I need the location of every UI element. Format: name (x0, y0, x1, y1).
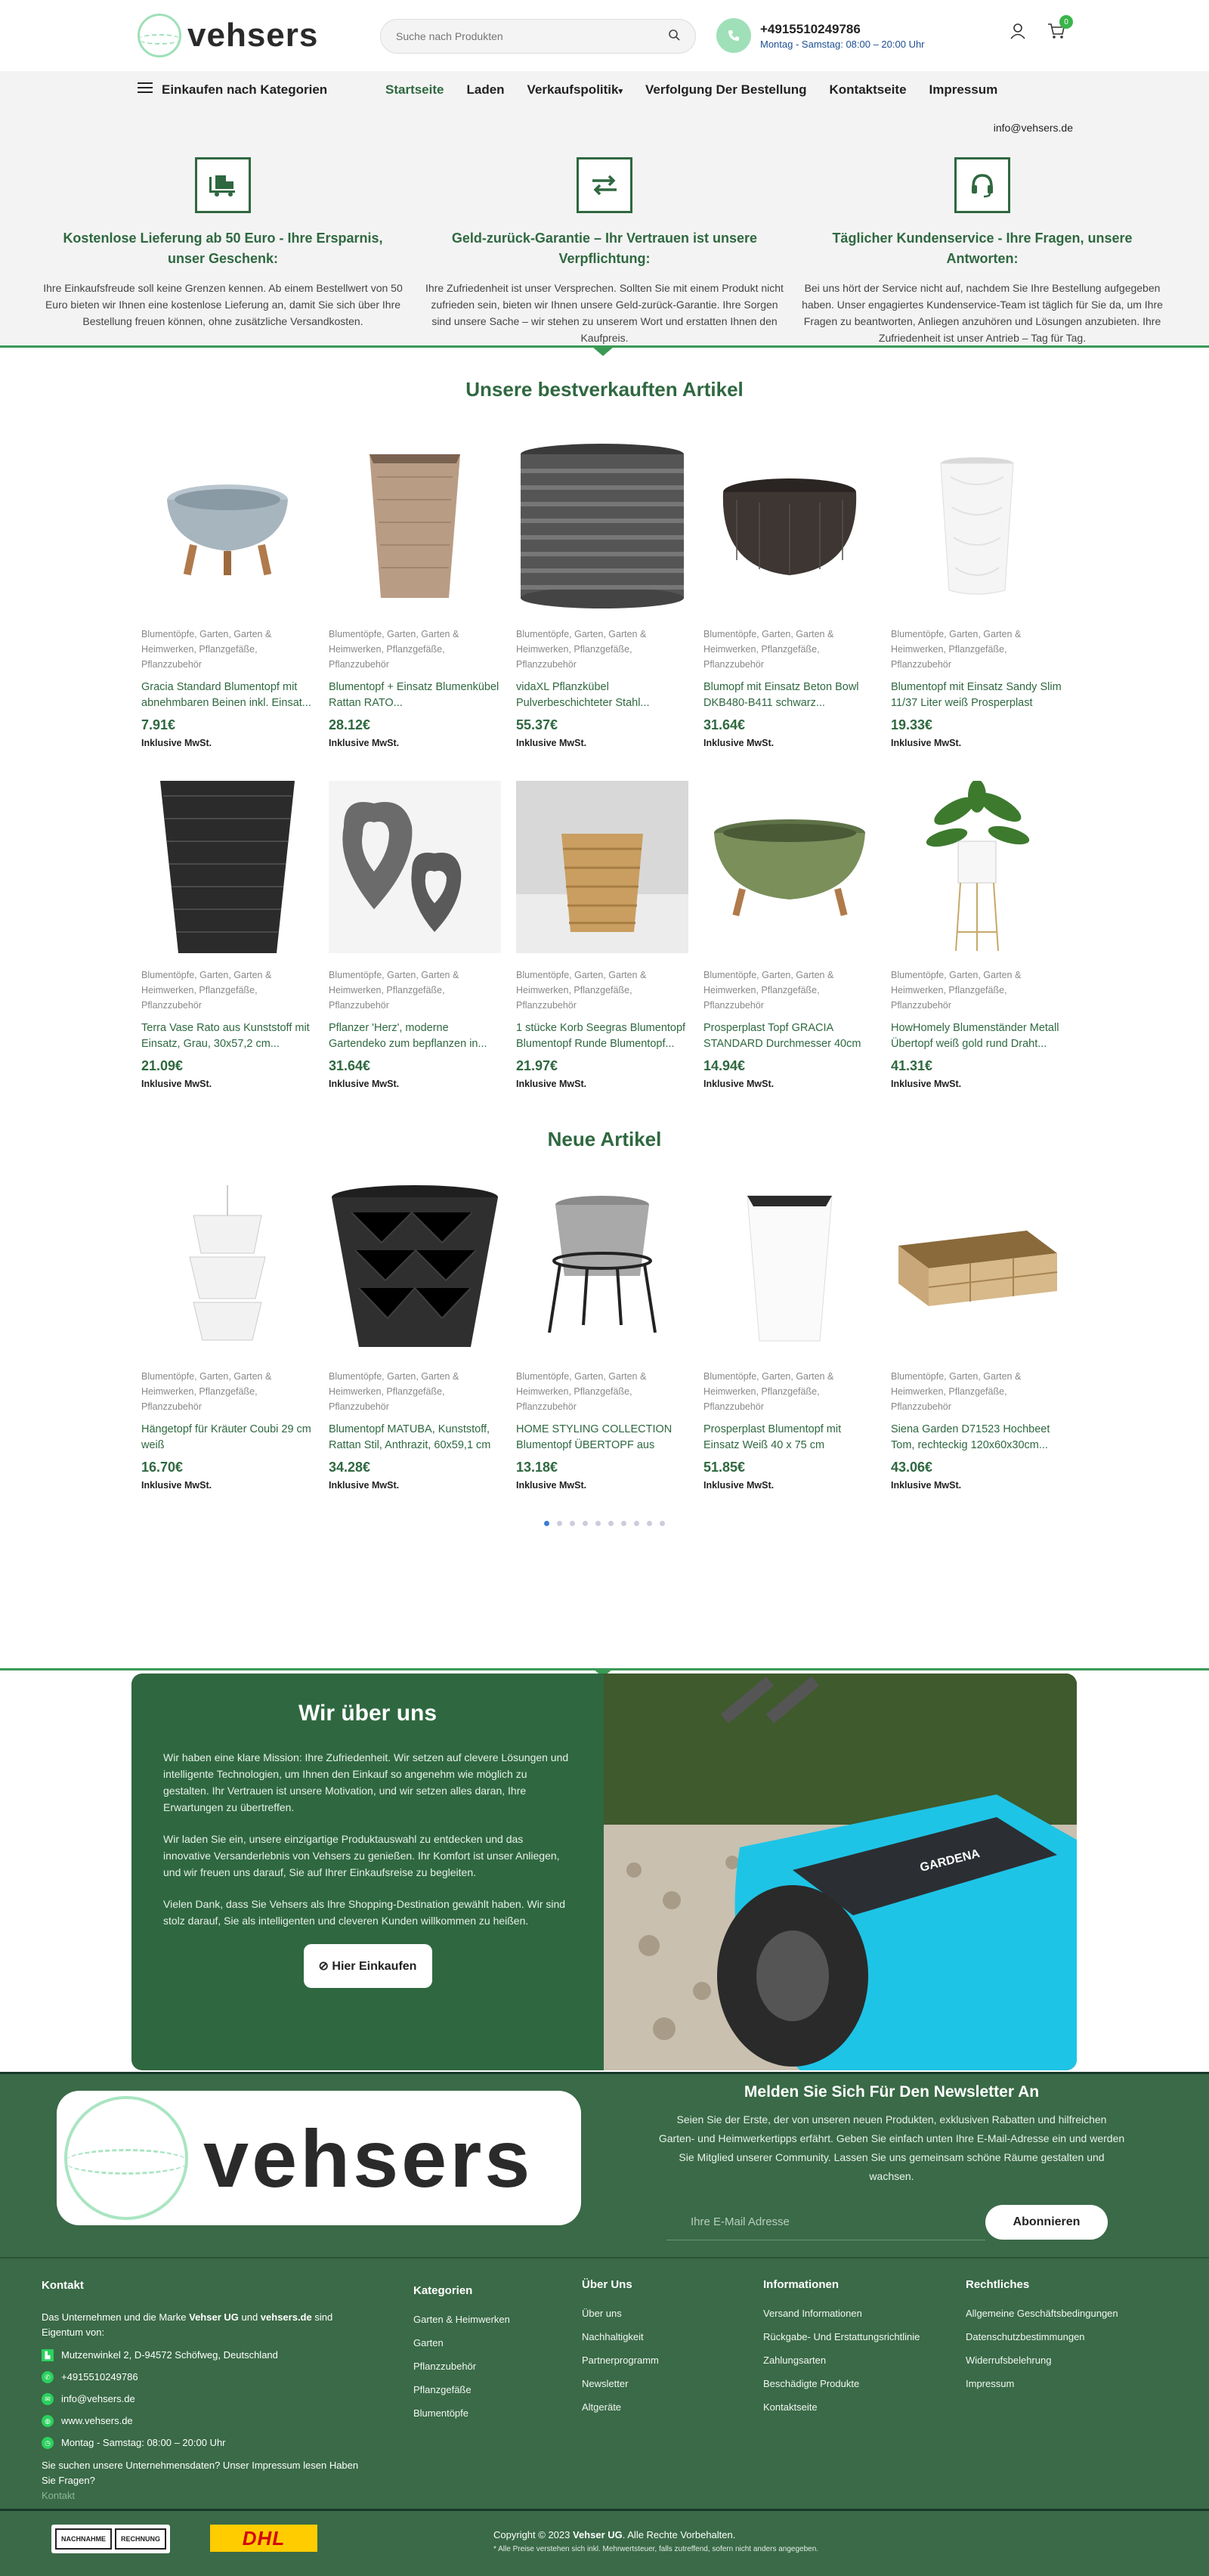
carousel-dot[interactable] (583, 1521, 588, 1526)
feature-text: Ihre Zufriedenheit ist unser Versprechen. Sollten Sie mit einem Produkt nicht zufrieden sein, bieten wir Ihnen unsere Geld-zurück-Garantie. Ihre Sorgen sind unsere Sache – wir stehen zu unserem Wort und erstatten Ihnen den Kaufpreis. (425, 282, 784, 344)
product-image[interactable] (516, 1181, 688, 1355)
features-section (0, 109, 1209, 348)
product-categories: Blumentöpfe, Garten, Garten & Heimwerken, Pflanzgefäße, Pflanzzubehör (891, 1371, 1022, 1412)
section-divider-notch (592, 347, 614, 356)
footer-link[interactable]: Rückgabe- Und Erstattungsrichtlinie (763, 2331, 920, 2342)
product-card[interactable] (703, 439, 876, 748)
contact-intro-text: Das Unternehmen und die Marke (42, 2311, 190, 2323)
footer-heading: Über Uns (582, 2278, 632, 2291)
product-price: 28.12€ (329, 717, 371, 732)
newsletter-logo (57, 2091, 581, 2225)
footer-link[interactable]: Impressum (966, 2378, 1015, 2389)
price-note: * Alle Preise verstehen sich inkl. Mehrwertsteuer, falls zutreffend, sofern nicht anders angegeben. (493, 2545, 819, 2553)
carousel-dot[interactable] (595, 1521, 601, 1526)
company-name: Vehser UG (189, 2311, 239, 2323)
product-name[interactable]: Blumopf mit Einsatz Beton Bowl DKB480-B411 schwarz... (703, 681, 859, 709)
address-text: Mutzenwinkel 2, D-94572 Schöfweg, Deutschland (61, 2349, 278, 2361)
product-tax-note: Inklusive MwSt. (329, 738, 400, 748)
feature-text: Bei uns hört der Service nicht auf, nachdem Sie Ihre Bestellung aufgegeben haben. Unser engagiertes Kundenservice-Team ist täglich für Sie da, um Ihre Fragen zu beantworten, Anliegen anzuhören und Lösungen anzubieten. Ihre Zufriedenheit ist unser Antrieb – Tag für Tag. (802, 282, 1163, 344)
carousel-dot[interactable] (647, 1521, 652, 1526)
product-categories: Blumentöpfe, Garten, Garten & Heimwerken, Pflanzgefäße, Pflanzzubehör (329, 1371, 459, 1412)
product-price: 13.18€ (516, 1460, 558, 1475)
contact-hours (42, 2435, 359, 2451)
contact-phone[interactable] (42, 2370, 359, 2385)
contact-email[interactable] (42, 2392, 359, 2407)
nav-item-kontaktseite[interactable]: Kontaktseite (829, 82, 907, 97)
contact-address (42, 2348, 359, 2363)
feature-text: Ihre Einkaufsfreude soll keine Grenzen kennen. Ab einem Bestellwert von 50 Euro bieten wir Ihnen eine kostenlose Lieferung an, damit Sie sich über Ihre Bestellung freuen können, ohne zusätzliche Versandkosten. (43, 282, 403, 327)
product-image[interactable] (703, 780, 876, 954)
cart-count-badge: 0 (1059, 15, 1073, 29)
product-name[interactable]: Blumentopf MATUBA, Kunststoff, Rattan Stil, Anthrazit, 60x59,1 cm (329, 1423, 491, 1451)
footer-about (582, 2278, 659, 2425)
product-price: 21.97€ (516, 1058, 558, 1073)
categories-menu-label: Einkaufen nach Kategorien (162, 82, 328, 97)
product-price: 7.91€ (141, 717, 176, 732)
payment-invoice-badge: RECHNUNG (115, 2528, 166, 2550)
contact-note-text: Sie suchen unsere Unternehmensdaten? Unser Impressum lesen Haben Sie Fragen? (42, 2460, 359, 2486)
product-categories: Blumentöpfe, Garten, Garten & Heimwerken, Pflanzgefäße, Pflanzzubehör (329, 629, 459, 670)
product-tax-note: Inklusive MwSt. (891, 738, 962, 748)
payment-cod-badge: NACHNAHME (55, 2528, 112, 2550)
hamburger-icon (138, 82, 153, 98)
footer-link[interactable]: Blumentöpfe (413, 2407, 468, 2419)
product-card[interactable] (329, 780, 501, 1089)
product-categories: Blumentöpfe, Garten, Garten & Heimwerken, Pflanzgefäße, Pflanzzubehör (516, 629, 647, 670)
logo-text: vehsers (187, 17, 319, 54)
contact-intro-text: und (238, 2311, 261, 2323)
product-categories: Blumentöpfe, Garten, Garten & Heimwerken, Pflanzgefäße, Pflanzzubehör (891, 970, 1022, 1011)
product-categories: Blumentöpfe, Garten, Garten & Heimwerken, Pflanzgefäße, Pflanzzubehör (141, 629, 272, 670)
headset-icon (954, 157, 1010, 213)
product-image[interactable] (891, 780, 1063, 954)
footer-link[interactable]: Über uns (582, 2308, 622, 2319)
product-name[interactable]: HowHomely Blumenständer Metall Übertopf weiß gold rund Draht... (891, 1022, 1059, 1050)
clock-icon: ◷ (42, 2437, 54, 2449)
product-categories: Blumentöpfe, Garten, Garten & Heimwerken, Pflanzgefäße, Pflanzzubehör (141, 1371, 272, 1412)
exchange-icon (577, 157, 632, 213)
section-title: Unsere bestverkauften Artikel (465, 378, 744, 401)
product-card[interactable] (329, 439, 501, 748)
product-categories: Blumentöpfe, Garten, Garten & Heimwerken, Pflanzgefäße, Pflanzzubehör (703, 629, 834, 670)
footer-link[interactable]: Kontaktseite (763, 2401, 818, 2413)
feature-title: Kostenlose Lieferung ab 50 Euro - Ihre Ersparnis, unser Geschenk: (63, 231, 383, 266)
product-price: 55.37€ (516, 717, 558, 732)
copyright (493, 2529, 818, 2553)
newsletter-content (657, 2083, 1126, 2186)
footer-link[interactable]: Altgeräte (582, 2401, 622, 2413)
newsletter-text: Seien Sie der Erste, der von unseren neuen Produkten, exklusiven Rabatten und hilfreichen Garten- und Heimwerkertipps erfährt. Geben Sie einfach unten Ihre E-Mail-Adresse ein und werden Sie Mitglied unserer Community. Lassen Sie uns gemeinsam schöne Räume gestalten und wachsen. (658, 2113, 1125, 2182)
new-items-section (0, 1128, 1209, 1668)
nav-item-laden[interactable]: Laden (466, 82, 505, 97)
nav-item-label: Verkaufspolitik (527, 82, 619, 97)
product-price: 31.64€ (329, 1058, 371, 1073)
copyright-text: . Alle Rechte Vorbehalten. (622, 2529, 736, 2540)
nav-item-startseite[interactable]: Startseite (385, 82, 444, 97)
header-phone[interactable]: +4915510249786 (760, 21, 861, 36)
product-tax-note: Inklusive MwSt. (703, 738, 775, 748)
product-image[interactable] (329, 1181, 501, 1355)
newsletter-title: Melden Sie Sich Für Den Newsletter An (744, 2083, 1040, 2101)
footer-link[interactable]: Newsletter (582, 2378, 629, 2389)
footer-link[interactable]: Pflanzgefäße (413, 2384, 472, 2395)
copyright-company: Vehser UG (572, 2529, 623, 2540)
footer-link[interactable]: Widerrufsbelehrung (966, 2355, 1052, 2366)
carousel-dot[interactable] (557, 1521, 562, 1526)
hours-text: Montag - Samstag: 08:00 – 20:00 Uhr (61, 2437, 226, 2448)
product-categories: Blumentöpfe, Garten, Garten & Heimwerken, Pflanzgefäße, Pflanzzubehör (516, 970, 647, 1011)
logo[interactable] (138, 14, 318, 57)
product-image[interactable] (141, 439, 314, 613)
website-text: www.vehsers.de (61, 2415, 133, 2426)
footer-contact (42, 2278, 359, 2516)
product-card[interactable] (703, 1181, 876, 1491)
footer-link[interactable]: Versand Informationen (763, 2308, 862, 2319)
footer-categories (413, 2284, 510, 2431)
feature-title: Geld-zurück-Garantie – Ihr Vertrauen ist unsere Verpflichtung: (451, 231, 758, 266)
product-name[interactable]: Blumentopf + Einsatz Blumenkübel Rattan RATO... (329, 681, 499, 709)
product-price: 16.70€ (141, 1460, 184, 1475)
subscribe-button[interactable]: Abonnieren (985, 2205, 1108, 2240)
product-price: 51.85€ (703, 1460, 746, 1475)
contact-link[interactable]: Kontakt (42, 2490, 76, 2501)
shop-now-button[interactable] (304, 1944, 432, 1988)
product-tax-note: Inklusive MwSt. (891, 1480, 962, 1491)
about-paragraph: Wir laden Sie ein, unsere einzigartige Produktauswahl zu entdecken und das innovative Versanderlebnis von Vehsers zu genießen. Ihr Komfort ist unser Anliegen, und wir freuen uns darauf, Sie auf Ihrer Einkaufsreise zu begleiten. (163, 1833, 560, 1878)
product-card[interactable] (516, 780, 688, 1089)
nav-item-verfolgung[interactable]: Verfolgung Der Bestellung (645, 82, 807, 97)
product-name[interactable]: HOME STYLING COLLECTION Blumentopf ÜBERTOPF aus (516, 1423, 673, 1451)
mail-icon: ✉ (42, 2393, 54, 2405)
product-tax-note: Inklusive MwSt. (141, 1079, 212, 1089)
payment-methods (51, 2525, 170, 2553)
product-image[interactable] (891, 1181, 1063, 1355)
product-card[interactable] (703, 780, 876, 1089)
footer-link[interactable]: Beschädigte Produkte (763, 2378, 860, 2389)
product-price: 21.09€ (141, 1058, 184, 1073)
product-tax-note: Inklusive MwSt. (703, 1480, 775, 1491)
globe-icon: ◍ (42, 2415, 54, 2427)
contact-intro (42, 2310, 359, 2340)
feature-title: Täglicher Kundenservice - Ihre Fragen, unsere Antworten: (832, 231, 1133, 266)
footer-link[interactable]: Allgemeine Geschäftsbedingungen (966, 2308, 1118, 2319)
product-price: 31.64€ (703, 717, 746, 732)
search-icon[interactable] (668, 29, 680, 45)
lawnmower-image (604, 1673, 1077, 2070)
new-items-grid (141, 1181, 1209, 1491)
footer-link[interactable]: Datenschutzbestimmungen (966, 2331, 1085, 2342)
feature-free-delivery (30, 157, 416, 330)
product-name[interactable]: Pflanzer 'Herz', moderne Gartendeko zum bepflanzen in... (329, 1022, 487, 1050)
product-card[interactable] (141, 1181, 314, 1491)
footer-link[interactable]: Partnerprogramm (582, 2355, 659, 2366)
product-name[interactable]: Hängetopf für Kräuter Coubi 29 cm weiß (141, 1423, 311, 1451)
product-image[interactable] (703, 439, 876, 613)
product-price: 43.06€ (891, 1460, 933, 1475)
footer-link[interactable]: Nachhaltigkeit (582, 2331, 644, 2342)
about-title: Wir über uns (298, 1701, 438, 1726)
footer-heading: Informationen (763, 2278, 839, 2291)
product-price: 14.94€ (703, 1058, 746, 1073)
product-categories: Blumentöpfe, Garten, Garten & Heimwerken, Pflanzgefäße, Pflanzzubehör (141, 970, 272, 1011)
contact-intro-text: sind Eigentum von: (42, 2311, 333, 2338)
product-name[interactable]: Prosperplast Blumentopf mit Einsatz Weiß 40 x 75 cm (703, 1423, 842, 1451)
nav-item-impressum[interactable]: Impressum (929, 82, 998, 97)
footer-link[interactable]: Zahlungsarten (763, 2355, 827, 2366)
product-price: 41.31€ (891, 1058, 933, 1073)
dhl-logo: DHL (210, 2525, 317, 2552)
newsletter-section (0, 2072, 1209, 2257)
logo-globe-icon (138, 14, 181, 57)
product-card[interactable] (329, 1181, 501, 1491)
footer-heading: Kontakt (42, 2279, 84, 2292)
carousel-dot[interactable] (570, 1521, 575, 1526)
carousel-dot[interactable] (608, 1521, 614, 1526)
about-card (131, 1673, 1077, 2070)
product-name[interactable]: Gracia Standard Blumentopf mit abnehmbaren Beinen inkl. Einsat... (141, 681, 311, 709)
feature-customer-service (790, 157, 1175, 346)
product-name[interactable]: 1 stücke Korb Seegras Blumentopf Blumentopf Runde Blumentopf... (516, 1022, 686, 1050)
feature-money-back (412, 157, 797, 346)
footer-link[interactable]: Garten (413, 2337, 444, 2348)
product-price: 19.33€ (891, 717, 933, 732)
product-categories: Blumentöpfe, Garten, Garten & Heimwerken, Pflanzgefäße, Pflanzzubehör (703, 970, 834, 1011)
factory-icon: ▙ (42, 2349, 54, 2361)
email-text: info@vehsers.de (61, 2393, 135, 2404)
product-image[interactable] (516, 439, 688, 613)
footer-legal (966, 2278, 1118, 2401)
product-card[interactable] (891, 1181, 1063, 1491)
footer-heading: Kategorien (413, 2284, 473, 2297)
contact-website[interactable] (42, 2413, 359, 2429)
product-tax-note: Inklusive MwSt. (703, 1079, 775, 1089)
about-paragraph: Vielen Dank, dass Sie Vehsers als Ihre Shopping-Destination gewählt haben. Wir sind stolz darauf, Sie als intelligenten und cleveren Kunden willkommen zu heißen. (163, 1898, 566, 1927)
check-circle-icon: ⊘ (318, 1960, 332, 1973)
search-input[interactable] (396, 30, 638, 42)
product-name[interactable]: Terra Vase Rato aus Kunststoff mit Einsatz, Grau, 30x57,2 cm... (141, 1022, 310, 1050)
product-image[interactable] (329, 780, 501, 954)
bestsellers-grid (141, 439, 1209, 1089)
phone-icon: ✆ (42, 2371, 54, 2383)
footer-heading: Rechtliches (966, 2278, 1030, 2291)
header-icons (1010, 17, 1068, 43)
product-tax-note: Inklusive MwSt. (141, 738, 212, 748)
features-email[interactable]: info@vehsers.de (993, 122, 1073, 134)
product-categories: Blumentöpfe, Garten, Garten & Heimwerken, Pflanzgefäße, Pflanzzubehör (891, 629, 1022, 670)
carousel-dot[interactable] (660, 1521, 665, 1526)
product-price: 34.28€ (329, 1460, 371, 1475)
header-contact (716, 18, 925, 53)
about-text-panel (131, 1673, 604, 2070)
product-card[interactable] (891, 780, 1063, 1089)
site-footer (0, 2257, 1209, 2509)
product-name[interactable]: Prosperplast Topf GRACIA STANDARD Durchmesser 40cm (703, 1022, 861, 1050)
carousel-pagination (0, 1521, 1209, 1526)
nav-menu (385, 82, 997, 98)
product-name[interactable]: vidaXL Pflanzkübel Pulverbeschichteter Stahl... (516, 681, 650, 709)
product-tax-note: Inklusive MwSt. (329, 1079, 400, 1089)
product-image[interactable] (703, 1181, 876, 1355)
section-title: Neue Artikel (547, 1128, 662, 1150)
brand-label: GARDENA (918, 1847, 982, 1875)
cart-icon[interactable] (1047, 17, 1068, 43)
product-tax-note: Inklusive MwSt. (891, 1079, 962, 1089)
product-tax-note: Inklusive MwSt. (516, 1079, 587, 1089)
carousel-dot[interactable] (544, 1521, 549, 1526)
product-tax-note: Inklusive MwSt. (329, 1480, 400, 1491)
footer-link[interactable]: Pflanzzubehör (413, 2361, 477, 2372)
bestsellers-section (0, 348, 1209, 1128)
product-name[interactable]: Blumentopf mit Einsatz Sandy Slim 11/37 Liter weiß Prosperplast (891, 681, 1062, 709)
product-card[interactable] (516, 1181, 688, 1491)
company-domain: vehsers.de (260, 2311, 312, 2323)
product-card[interactable] (141, 439, 314, 748)
product-tax-note: Inklusive MwSt. (141, 1480, 212, 1491)
nav-item-verkaufspolitik[interactable] (527, 82, 623, 98)
product-tax-note: Inklusive MwSt. (516, 738, 587, 748)
footer-link[interactable]: Garten & Heimwerken (413, 2314, 510, 2325)
product-name[interactable]: Siena Garden D71523 Hochbeet Tom, rechteckig 120x60x30cm... (891, 1423, 1050, 1451)
product-categories: Blumentöpfe, Garten, Garten & Heimwerken, Pflanzgefäße, Pflanzzubehör (516, 1371, 647, 1412)
main-navigation (0, 71, 1209, 109)
carousel-dot[interactable] (634, 1521, 639, 1526)
search-box (380, 19, 696, 54)
truck-icon (195, 157, 251, 213)
newsletter-form (666, 2204, 1108, 2240)
copyright-line (493, 2529, 818, 2540)
about-paragraph: Wir haben eine klare Mission: Ihre Zufriedenheit. Wir setzen auf clevere Lösungen und intelligente Technologien, um Ihnen den Einkauf so angenehm wie möglich zu gestalten. Ihr Vertrauen ist unsere Motivation, und wir setzen alles daran, Ihre Erwartungen zu übertreffen. (163, 1751, 569, 1813)
shop-now-label: Hier Einkaufen (332, 1960, 417, 1973)
logo-globe-icon (64, 2096, 188, 2220)
newsletter-email-input[interactable] (666, 2204, 985, 2240)
phone-icon (716, 18, 751, 53)
footer-information (763, 2278, 920, 2425)
phone-text: +4915510249786 (61, 2371, 138, 2382)
about-section (0, 1668, 1209, 2072)
categories-menu-button[interactable] (138, 82, 327, 98)
product-image[interactable] (141, 1181, 314, 1355)
logo-text: vehsers (203, 2112, 533, 2204)
product-image[interactable] (516, 780, 688, 954)
product-card[interactable] (891, 439, 1063, 748)
product-card[interactable] (141, 780, 314, 1089)
product-image[interactable] (141, 780, 314, 954)
product-image[interactable] (329, 439, 501, 613)
user-icon[interactable] (1010, 23, 1026, 43)
product-categories: Blumentöpfe, Garten, Garten & Heimwerken, Pflanzgefäße, Pflanzzubehör (329, 970, 459, 1011)
carousel-dot[interactable] (621, 1521, 626, 1526)
footer-bottom-bar (0, 2509, 1209, 2576)
product-categories: Blumentöpfe, Garten, Garten & Heimwerken, Pflanzgefäße, Pflanzzubehör (703, 1371, 834, 1412)
contact-note (42, 2458, 359, 2503)
header-hours: Montag - Samstag: 08:00 – 20:00 Uhr (760, 38, 925, 50)
product-image[interactable] (891, 439, 1063, 613)
product-card[interactable] (516, 439, 688, 748)
site-header (0, 0, 1209, 71)
chevron-down-icon: ▾ (618, 87, 623, 96)
product-tax-note: Inklusive MwSt. (516, 1480, 587, 1491)
copyright-text: Copyright © 2023 (493, 2529, 573, 2540)
